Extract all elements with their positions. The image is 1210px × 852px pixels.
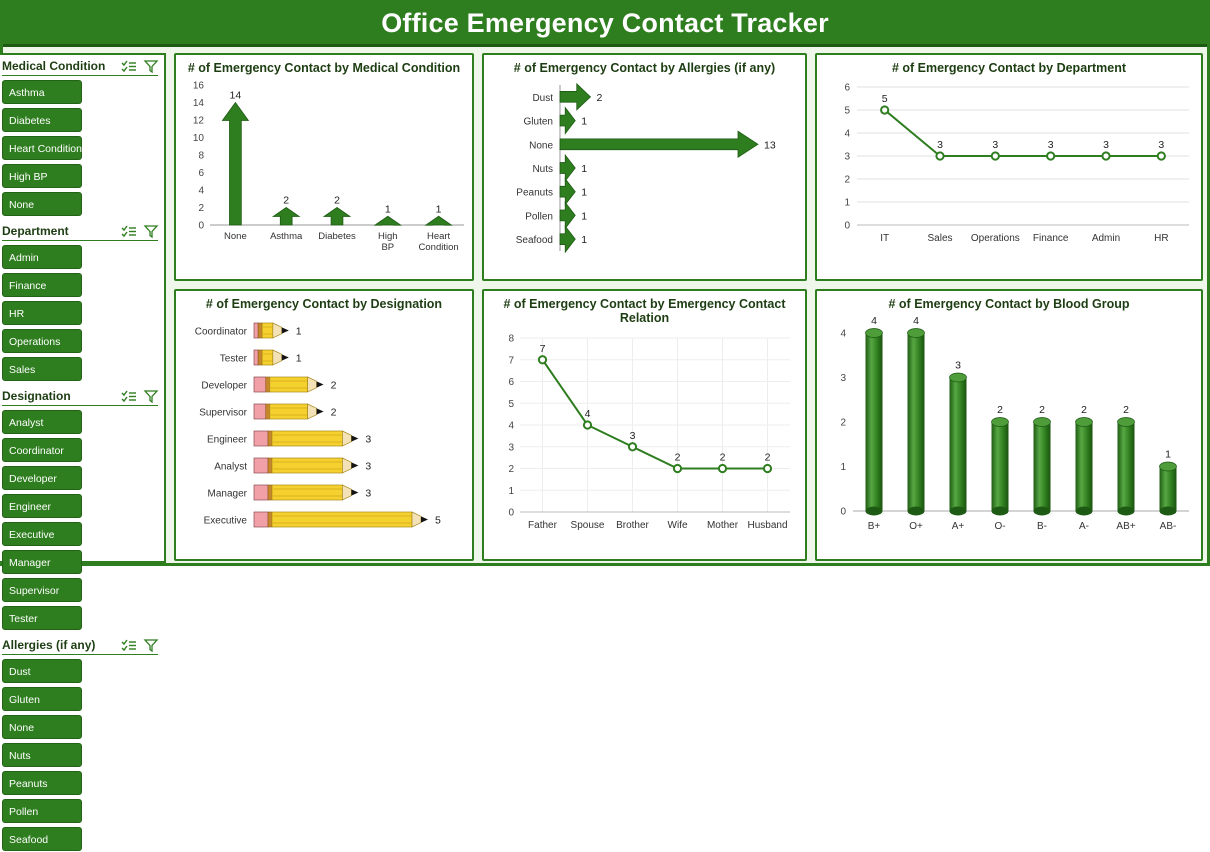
svg-text:Engineer: Engineer (206, 434, 247, 446)
slicer-title: Designation (2, 389, 71, 403)
slicer-chip[interactable]: Engineer (2, 494, 82, 518)
svg-text:Manager: Manager (207, 488, 247, 500)
svg-text:1: 1 (581, 163, 588, 176)
svg-text:Father: Father (528, 519, 557, 531)
svg-text:6: 6 (198, 168, 204, 180)
svg-text:4: 4 (198, 185, 204, 197)
svg-text:3: 3 (1103, 139, 1109, 152)
clear-filter-icon[interactable] (144, 60, 158, 73)
svg-text:1: 1 (1165, 448, 1171, 461)
clear-filter-icon[interactable] (144, 639, 158, 652)
multi-select-icon[interactable] (121, 60, 137, 73)
svg-text:BP: BP (381, 242, 395, 254)
svg-text:Tester: Tester (219, 353, 247, 365)
chart-emergency-contact-relation[interactable] (482, 289, 807, 561)
svg-text:3: 3 (840, 373, 846, 385)
chart-medical-condition[interactable] (174, 53, 474, 281)
svg-text:2: 2 (840, 417, 846, 429)
svg-text:Sales: Sales (927, 233, 953, 245)
svg-text:1: 1 (581, 187, 588, 200)
svg-text:Mother: Mother (706, 519, 739, 531)
svg-text:None: None (224, 231, 247, 243)
svg-text:Coordinator: Coordinator (194, 326, 247, 338)
chart-department[interactable] (815, 53, 1203, 281)
svg-text:3: 3 (1047, 139, 1054, 152)
slicer-header (2, 638, 158, 655)
slicer-items (2, 245, 158, 381)
multi-select-icon[interactable] (121, 390, 137, 403)
dashboard-body (2, 50, 1207, 846)
svg-text:Nuts: Nuts (532, 164, 553, 176)
svg-text:Developer: Developer (201, 380, 247, 392)
svg-text:3: 3 (937, 139, 943, 152)
svg-text:3: 3 (365, 460, 372, 473)
slicer-chip[interactable]: Manager (2, 550, 82, 574)
svg-text:4: 4 (844, 128, 850, 140)
slicer-title: Department (2, 224, 69, 238)
slicer-header (2, 389, 158, 406)
svg-text:12: 12 (192, 115, 204, 127)
slicer-chip[interactable]: Peanuts (2, 771, 82, 795)
svg-text:3: 3 (365, 487, 372, 500)
chart-plot-area (823, 311, 1195, 549)
svg-text:Gluten: Gluten (523, 116, 553, 128)
svg-text:10: 10 (192, 133, 204, 145)
svg-text:Condition: Condition (418, 242, 459, 254)
chart-title: # of Emergency Contact by Designation (205, 297, 443, 311)
slicer-chip[interactable]: Supervisor (2, 578, 82, 602)
svg-text:1: 1 (581, 234, 588, 247)
svg-text:IT: IT (880, 233, 890, 245)
svg-text:4: 4 (871, 315, 877, 328)
svg-text:3: 3 (629, 429, 636, 442)
svg-text:Pollen: Pollen (525, 211, 553, 223)
slicer-chip[interactable]: Sales (2, 357, 82, 381)
svg-text:7: 7 (508, 355, 514, 366)
svg-text:Heart: Heart (426, 231, 451, 243)
chart-allergies[interactable] (482, 53, 807, 281)
slicer-chip[interactable]: None (2, 715, 82, 739)
svg-text:1: 1 (435, 203, 442, 216)
svg-text:Supervisor: Supervisor (199, 407, 247, 419)
svg-text:2: 2 (283, 194, 290, 207)
svg-text:HR: HR (1154, 233, 1169, 245)
svg-text:1: 1 (581, 115, 588, 128)
svg-text:7: 7 (539, 342, 546, 355)
clear-filter-icon[interactable] (144, 225, 158, 238)
slicer-department (2, 224, 158, 381)
svg-text:AB+: AB+ (1116, 521, 1136, 533)
svg-text:8: 8 (508, 333, 514, 345)
svg-text:16: 16 (192, 80, 204, 92)
svg-text:4: 4 (584, 407, 591, 420)
slicer-chip[interactable]: High BP (2, 164, 82, 188)
svg-text:6: 6 (508, 376, 514, 388)
slicer-title: Allergies (if any) (2, 638, 96, 652)
svg-text:2: 2 (334, 194, 340, 207)
slicer-title: Medical Condition (2, 59, 106, 73)
slicer-header (2, 59, 158, 76)
svg-text:3: 3 (365, 433, 372, 446)
chart-title: # of Emergency Contact by Blood Group (888, 297, 1130, 311)
svg-text:0: 0 (844, 220, 850, 232)
svg-text:0: 0 (198, 220, 204, 232)
svg-text:Operations: Operations (970, 233, 1020, 245)
slicer-medical-condition (2, 59, 158, 216)
svg-text:B+: B+ (867, 521, 881, 533)
multi-select-icon[interactable] (121, 225, 137, 238)
slicer-items (2, 410, 158, 630)
slicer-chip[interactable]: Analyst (2, 410, 82, 434)
svg-text:4: 4 (840, 328, 846, 340)
svg-text:Finance: Finance (1032, 233, 1069, 245)
svg-text:6: 6 (844, 82, 850, 94)
chart-plot-area (490, 75, 799, 265)
svg-text:2: 2 (764, 451, 771, 464)
slicer-chip[interactable]: Developer (2, 466, 82, 490)
svg-text:3: 3 (1158, 139, 1165, 152)
svg-text:1: 1 (581, 210, 588, 223)
svg-text:B-: B- (1037, 521, 1047, 533)
svg-text:2: 2 (330, 379, 337, 392)
slicer-chip[interactable]: Operations (2, 329, 82, 353)
svg-text:3: 3 (955, 359, 961, 372)
slicer-items (2, 659, 158, 851)
slicer-chip[interactable]: Finance (2, 273, 82, 297)
clear-filter-icon[interactable] (144, 390, 158, 403)
svg-text:2: 2 (198, 203, 204, 215)
svg-text:Diabetes: Diabetes (318, 231, 356, 243)
svg-text:2: 2 (1039, 404, 1045, 417)
svg-text:14: 14 (192, 98, 204, 110)
chart-blood-group[interactable] (815, 289, 1203, 561)
svg-text:Husband: Husband (747, 519, 788, 531)
svg-text:Analyst: Analyst (214, 461, 247, 473)
svg-text:None: None (529, 140, 553, 152)
svg-text:Brother: Brother (616, 519, 649, 531)
svg-text:2: 2 (719, 451, 726, 464)
svg-text:3: 3 (844, 151, 850, 163)
chart-plot-area (823, 75, 1195, 260)
svg-text:1: 1 (295, 325, 302, 338)
svg-text:8: 8 (198, 150, 204, 162)
slicer-chip[interactable]: Executive (2, 522, 82, 546)
slicer-chip[interactable]: Pollen (2, 799, 82, 823)
svg-text:Asthma: Asthma (270, 231, 303, 243)
svg-text:2: 2 (1123, 404, 1129, 417)
svg-text:4: 4 (913, 315, 919, 328)
chart-plot-area (490, 326, 799, 548)
svg-text:1: 1 (295, 352, 302, 365)
svg-text:High: High (378, 231, 398, 243)
svg-text:4: 4 (508, 420, 514, 432)
svg-text:A+: A+ (951, 521, 965, 533)
svg-text:3: 3 (992, 139, 999, 152)
chart-plot-area (182, 311, 466, 549)
svg-text:Peanuts: Peanuts (516, 188, 553, 200)
svg-text:5: 5 (881, 93, 888, 106)
slicer-chip[interactable]: Tester (2, 606, 82, 630)
svg-text:Executive: Executive (203, 515, 247, 527)
svg-text:1: 1 (384, 203, 391, 216)
slicer-designation (2, 389, 158, 630)
svg-text:2: 2 (997, 404, 1003, 417)
chart-title: # of Emergency Contact by Department (891, 61, 1127, 75)
svg-text:0: 0 (508, 507, 514, 519)
chart-title: # of Emergency Contact by Allergies (if any) (513, 61, 776, 75)
svg-text:2: 2 (508, 463, 514, 475)
svg-text:1: 1 (508, 485, 514, 497)
chart-designation[interactable] (174, 289, 474, 561)
svg-text:14: 14 (229, 89, 242, 102)
svg-text:O+: O+ (909, 521, 923, 533)
svg-text:1: 1 (844, 197, 850, 209)
slicer-chip[interactable]: Admin (2, 245, 82, 269)
slicer-chip[interactable]: Nuts (2, 743, 82, 767)
slicer-chip[interactable]: HR (2, 301, 82, 325)
svg-text:Wife: Wife (667, 519, 688, 531)
slicer-chip[interactable]: Dust (2, 659, 82, 683)
svg-text:0: 0 (840, 506, 846, 518)
chart-title: # of Emergency Contact by Emergency Contact Relation (503, 297, 786, 326)
svg-text:2: 2 (674, 451, 681, 464)
slicer-chip[interactable]: Gluten (2, 687, 82, 711)
slicer-chip[interactable]: Asthma (2, 80, 82, 104)
charts-grid (166, 53, 1207, 563)
svg-text:2: 2 (330, 406, 337, 419)
slicer-chip[interactable]: Heart Condition (2, 136, 82, 160)
slicer-panel (0, 53, 166, 846)
slicer-header (2, 224, 158, 241)
svg-text:2: 2 (1081, 404, 1087, 417)
svg-text:O-: O- (994, 521, 1006, 533)
svg-text:13: 13 (764, 139, 776, 152)
svg-text:Admin: Admin (1091, 233, 1121, 245)
slicer-allergies (2, 638, 158, 851)
svg-text:2: 2 (596, 92, 603, 105)
svg-text:A-: A- (1079, 521, 1089, 533)
svg-text:5: 5 (844, 105, 850, 117)
svg-text:Spouse: Spouse (570, 519, 605, 531)
slicer-chip[interactable]: Coordinator (2, 438, 82, 462)
svg-text:Seafood: Seafood (515, 235, 553, 247)
chart-title: # of Emergency Contact by Medical Condition (187, 61, 461, 75)
svg-text:5: 5 (508, 398, 514, 410)
page-title: Office Emergency Contact Tracker (3, 3, 1207, 47)
slicer-chip[interactable]: None (2, 192, 82, 216)
slicer-items (2, 80, 158, 216)
multi-select-icon[interactable] (121, 639, 137, 652)
slicer-chip[interactable]: Seafood (2, 827, 82, 851)
slicer-chip[interactable]: Diabetes (2, 108, 82, 132)
svg-text:AB-: AB- (1159, 521, 1177, 533)
svg-text:Dust: Dust (532, 93, 553, 105)
chart-plot-area (182, 75, 466, 265)
svg-text:5: 5 (435, 514, 441, 527)
svg-text:1: 1 (840, 462, 846, 474)
svg-text:2: 2 (844, 174, 850, 186)
svg-text:3: 3 (508, 442, 514, 453)
